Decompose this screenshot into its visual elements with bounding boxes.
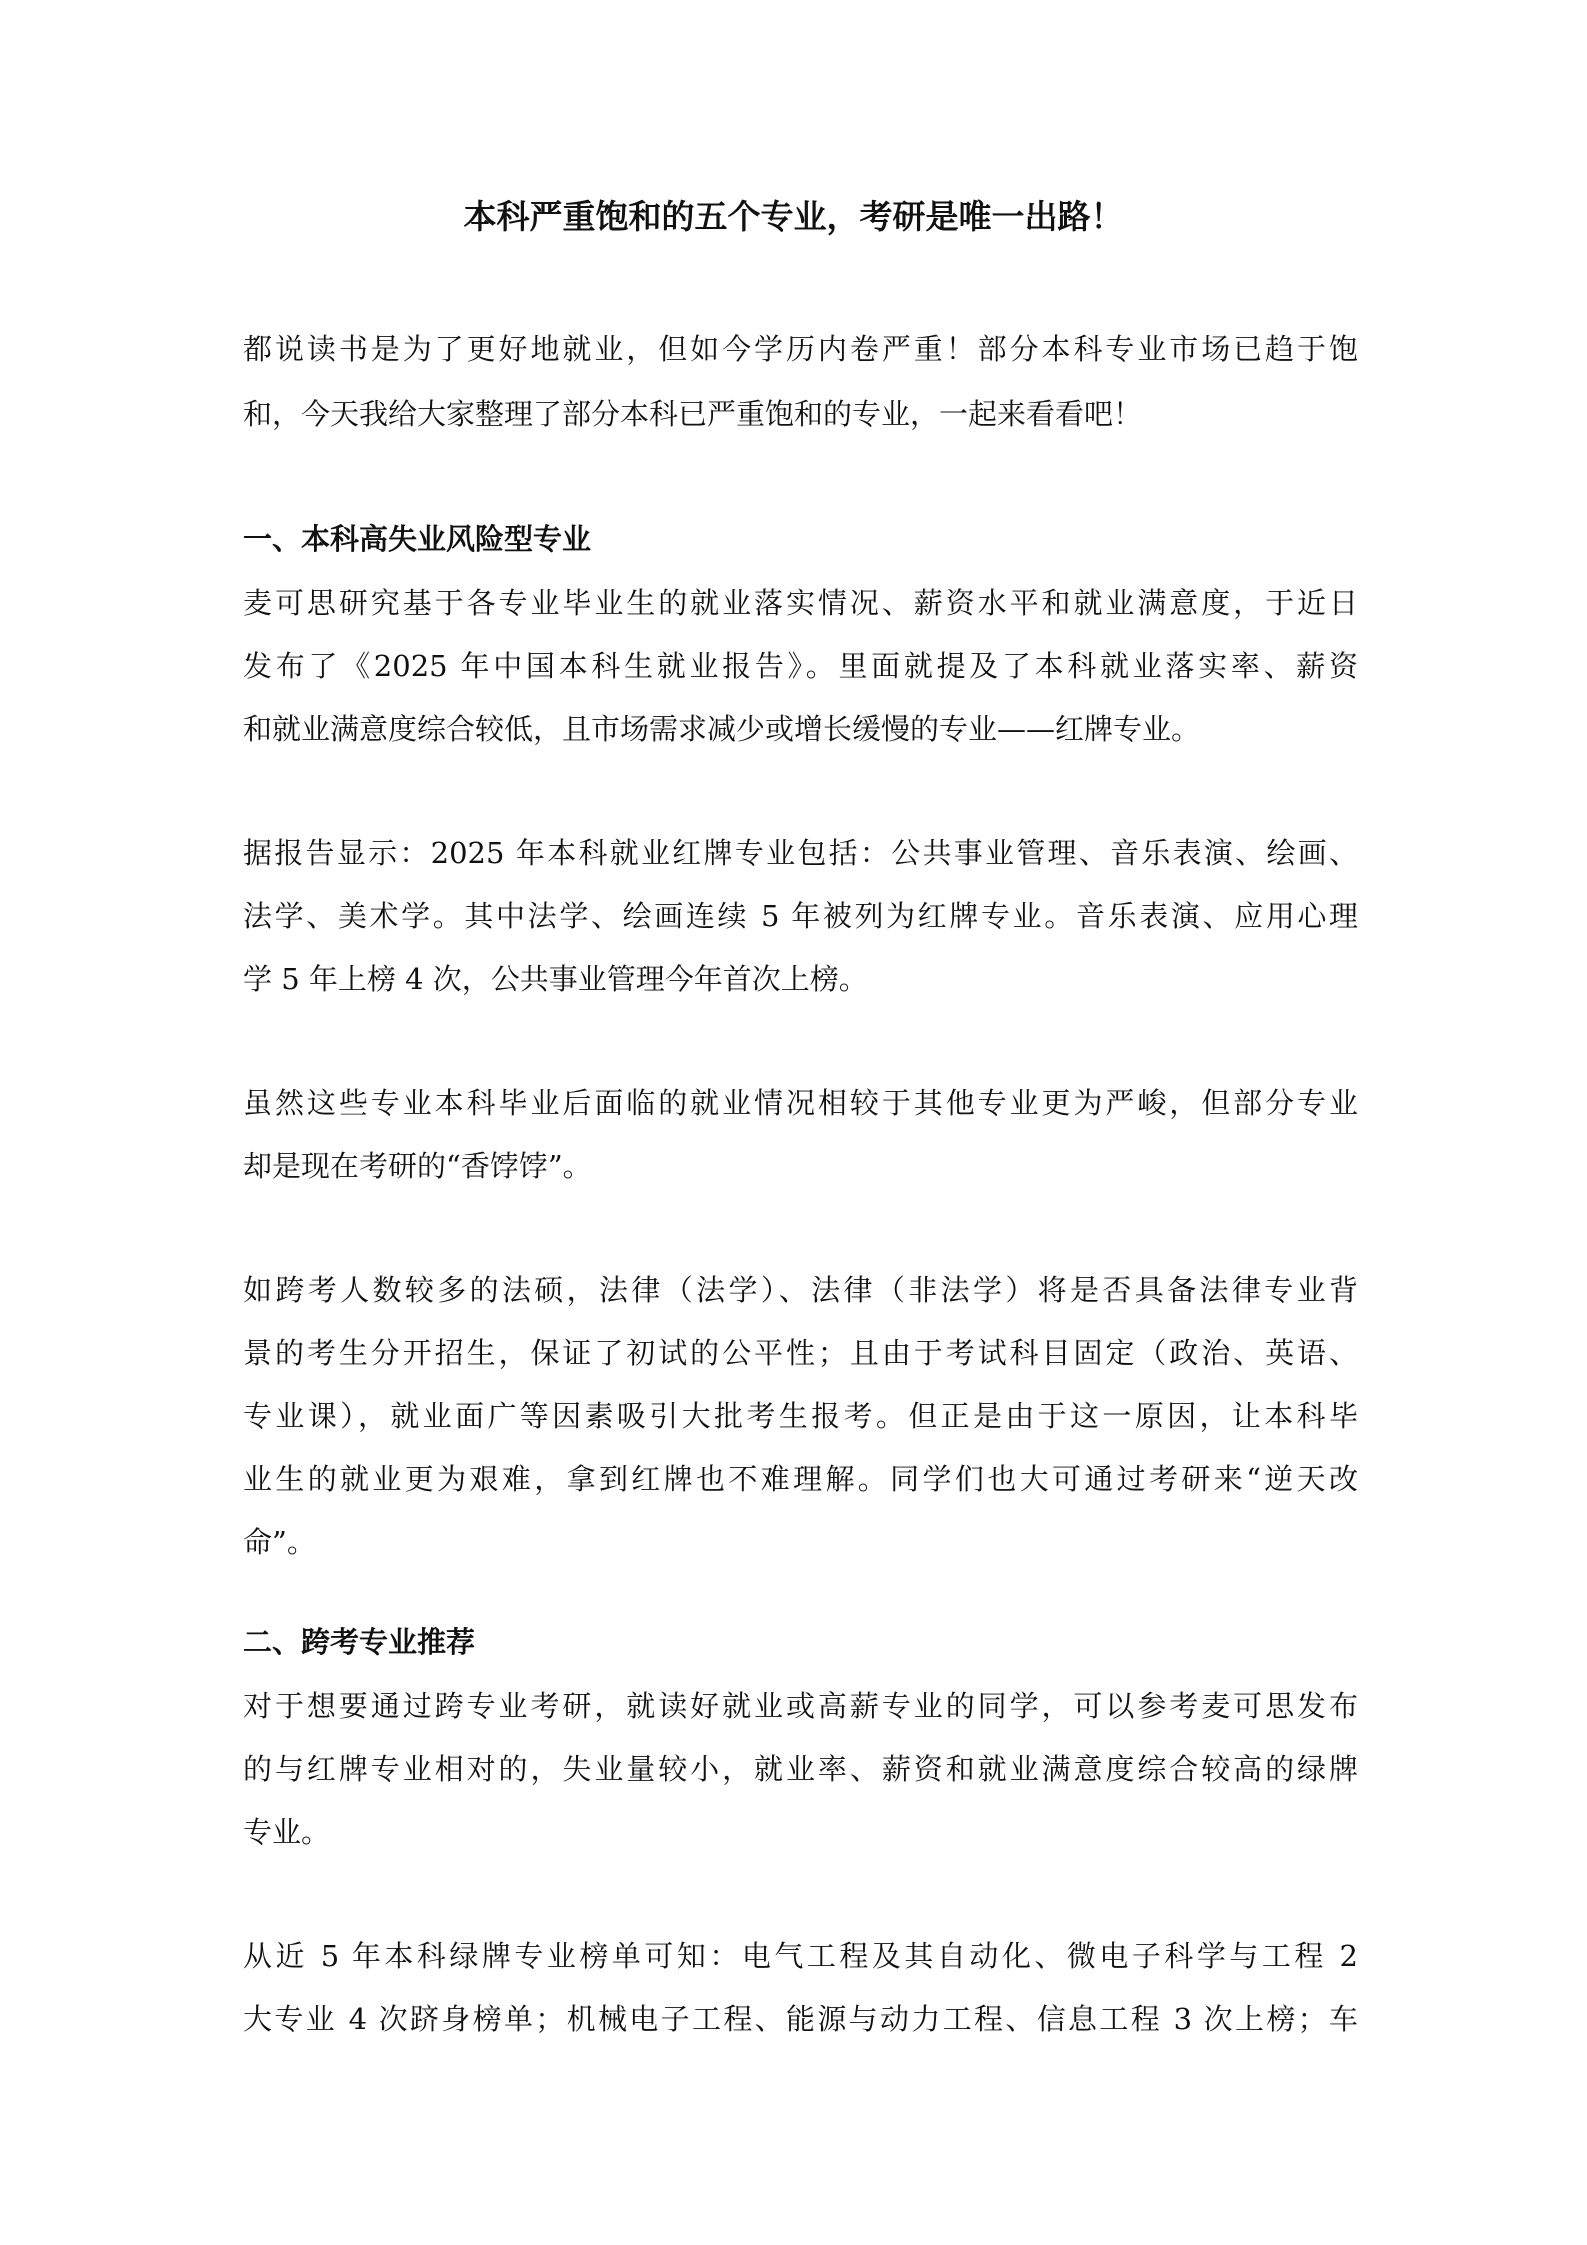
paragraph-line: 据报告显示：2025 年本科就业红牌专业包括：公共事业管理、音乐表演、绘画、: [243, 836, 1358, 870]
paragraph-line: 专业。: [243, 1815, 331, 1849]
paragraph-line: 专业课），就业面广等因素吸引大批考生报考。但正是由于这一原因，让本科毕: [243, 1399, 1358, 1433]
paragraph-line: 麦可思研究基于各专业毕业生的就业落实情况、薪资水平和就业满意度，于近日: [243, 586, 1358, 620]
section-heading-2: 二、跨考专业推荐: [243, 1625, 476, 1659]
paragraph-line: 如跨考人数较多的法硕，法律（法学）、法律（非法学）将是否具备法律专业背: [243, 1273, 1358, 1307]
paragraph-line: 学 5 年上榜 4 次，公共事业管理今年首次上榜。: [243, 962, 868, 996]
paragraph-line: 景的考生分开招生，保证了初试的公平性；且由于考试科目固定（政治、英语、: [243, 1336, 1358, 1370]
paragraph-line: 从近 5 年本科绿牌专业榜单可知：电气工程及其自动化、微电子科学与工程 2: [243, 1939, 1358, 1973]
paragraph-line: 大专业 4 次跻身榜单；机械电子工程、能源与动力工程、信息工程 3 次上榜；车: [243, 2002, 1358, 2036]
intro-line: 和，今天我给大家整理了部分本科已严重饱和的专业，一起来看看吧！: [243, 397, 1143, 431]
paragraph-line: 业生的就业更为艰难，拿到红牌也不难理解。同学们也大可通过考研来“逆天改: [243, 1462, 1358, 1496]
intro-line: 都说读书是为了更好地就业，但如今学历内卷严重！部分本科专业市场已趋于饱: [243, 332, 1358, 366]
paragraph-line: 对于想要通过跨专业考研，就读好就业或高薪专业的同学，可以参考麦可思发布: [243, 1689, 1358, 1723]
paragraph-line: 命”。: [243, 1525, 316, 1559]
paragraph-line: 和就业满意度综合较低，且市场需求减少或增长缓慢的专业——红牌专业。: [243, 712, 1201, 746]
section-heading-1: 一、本科高失业风险型专业: [243, 522, 592, 556]
paragraph-line: 法学、美术学。其中法学、绘画连续 5 年被列为红牌专业。音乐表演、应用心理: [243, 899, 1358, 933]
paragraph-line: 却是现在考研的“香饽饽”。: [243, 1149, 592, 1183]
paragraph-line: 发布了《2025 年中国本科生就业报告》。里面就提及了本科就业落实率、薪资: [243, 649, 1358, 683]
paragraph-line: 的与红牌专业相对的，失业量较小，就业率、薪资和就业满意度综合较高的绿牌: [243, 1752, 1358, 1786]
document-title: 本科严重饱和的五个专业，考研是唯一出路！: [463, 197, 1124, 236]
paragraph-line: 虽然这些专业本科毕业后面临的就业情况相较于其他专业更为严峻，但部分专业: [243, 1086, 1358, 1120]
